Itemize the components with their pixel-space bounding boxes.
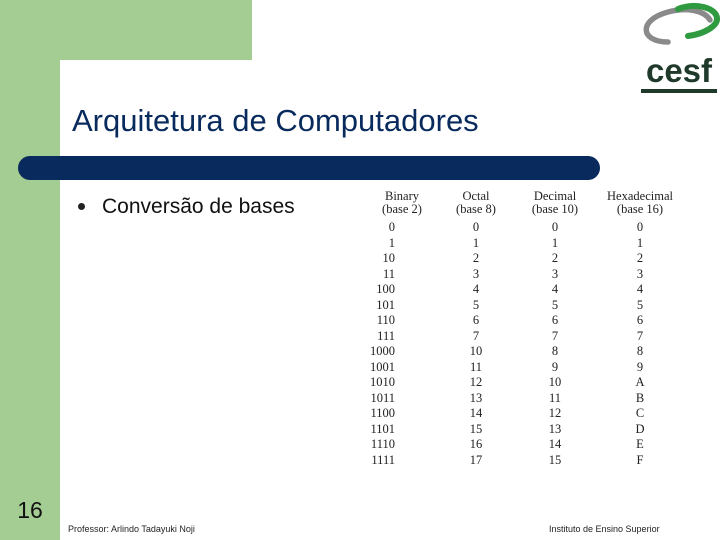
page-number: 16: [17, 497, 43, 523]
logo-text: cesf: [645, 52, 713, 89]
cell-octal: 10: [469, 344, 483, 358]
base-conversion-table: [366, 190, 684, 468]
cell-decimal: 14: [548, 437, 562, 451]
cell-binary: 1000: [370, 344, 395, 358]
footer-professor: Professor: Arlindo Tadayuki Noji: [68, 524, 195, 534]
cell-octal: 3: [472, 266, 480, 281]
cell-binary: 10: [382, 251, 395, 265]
cesf-logo: [638, 0, 720, 96]
cell-binary: 1110: [370, 437, 395, 451]
cell-binary: 101: [376, 297, 395, 312]
cell-decimal: 0: [551, 220, 559, 234]
cell-hex: 5: [636, 297, 644, 312]
cell-octal: 17: [469, 452, 483, 467]
cell-octal: 14: [469, 406, 483, 420]
cell-binary: 11: [382, 266, 395, 281]
cell-binary: 1101: [370, 421, 395, 436]
header-hexadecimal: [596, 190, 684, 220]
cell-octal: 13: [469, 390, 483, 405]
table-row: [366, 313, 684, 329]
cell-hex: C: [635, 406, 645, 420]
cell-binary: 1100: [370, 406, 395, 420]
cell-decimal: 2: [551, 251, 559, 265]
top-green-band: [0, 0, 252, 60]
cell-hex: D: [635, 421, 645, 436]
cell-decimal: 12: [548, 406, 562, 420]
table-header-row: [366, 190, 684, 220]
cell-binary: 1011: [370, 390, 395, 405]
cell-hex: 1: [636, 235, 644, 250]
cell-hex: E: [636, 437, 644, 451]
cell-hex: B: [635, 390, 645, 405]
header-binary: [366, 190, 438, 220]
cell-hex: 7: [636, 328, 644, 343]
bullet-text: Conversão de bases: [102, 195, 295, 218]
header-octal: [438, 190, 514, 220]
footer-institution: Instituto de Ensino Superior: [549, 524, 660, 534]
cell-binary: 110: [376, 313, 395, 327]
cell-decimal: 10: [548, 375, 562, 389]
table-row: [366, 406, 684, 422]
cell-binary: 0: [388, 220, 395, 234]
slide-title: Arquitetura de Computadores: [72, 103, 479, 138]
table-row: [366, 391, 684, 407]
table-row: [366, 267, 684, 283]
header-octal-base: (base 8): [456, 202, 496, 216]
table-body: [366, 220, 684, 468]
header-hexadecimal-base: (base 16): [616, 202, 664, 216]
cell-decimal: 6: [551, 313, 559, 327]
cell-hex: 2: [636, 251, 644, 265]
cell-binary: 1111: [371, 452, 395, 467]
cell-octal: 15: [469, 421, 483, 436]
cell-hex: 6: [636, 313, 644, 327]
cell-octal: 1: [472, 235, 480, 250]
cell-binary: 1010: [370, 375, 395, 389]
cell-binary: 111: [377, 328, 395, 343]
table-row: [366, 282, 684, 298]
header-binary-name: Binary: [384, 189, 420, 203]
table-row: [366, 453, 684, 469]
cell-binary: 1: [388, 235, 395, 250]
cell-decimal: 15: [548, 452, 562, 467]
cell-octal: 2: [472, 251, 480, 265]
cell-hex: F: [636, 452, 644, 467]
table-row: [366, 422, 684, 438]
table-row: [366, 329, 684, 345]
table-row: [366, 437, 684, 453]
cell-decimal: 9: [551, 359, 559, 374]
title-underline-bar: [18, 156, 600, 180]
header-octal-name: Octal: [462, 189, 490, 203]
cell-hex: 4: [636, 282, 644, 296]
cell-binary: 1001: [370, 359, 395, 374]
header-binary-base: (base 2): [382, 202, 422, 216]
cell-decimal: 8: [551, 344, 559, 358]
cell-octal: 16: [469, 437, 483, 451]
cell-decimal: 1: [551, 235, 559, 250]
cell-octal: 12: [469, 375, 483, 389]
bullet-icon: [78, 203, 85, 210]
cell-decimal: 11: [548, 390, 562, 405]
cell-hex: 9: [636, 359, 644, 374]
cell-octal: 7: [472, 328, 480, 343]
table-row: [366, 344, 684, 360]
header-decimal-base: (base 10): [531, 202, 579, 216]
header-hexadecimal-name: Hexadecimal: [607, 189, 673, 203]
table-row: [366, 360, 684, 376]
cell-decimal: 3: [551, 266, 559, 281]
table-row: [366, 298, 684, 314]
cell-decimal: 13: [548, 421, 562, 436]
table-row: [366, 251, 684, 267]
cell-decimal: 7: [551, 328, 559, 343]
cell-decimal: 5: [551, 297, 559, 312]
table-row: [366, 236, 684, 252]
cell-binary: 100: [376, 282, 395, 296]
table-row: [366, 220, 684, 236]
cell-octal: 5: [472, 297, 480, 312]
cell-octal: 6: [472, 313, 480, 327]
cell-octal: 0: [472, 220, 480, 234]
table-row: [366, 375, 684, 391]
cell-hex: 0: [636, 220, 644, 234]
cell-octal: 4: [472, 282, 480, 296]
cell-octal: 11: [469, 359, 483, 374]
cell-hex: 8: [636, 344, 644, 358]
content-corner: [60, 60, 100, 100]
cell-hex: 3: [636, 266, 644, 281]
left-green-band: [0, 0, 60, 540]
header-decimal: [514, 190, 596, 220]
header-decimal-name: Decimal: [533, 189, 577, 203]
cell-hex: A: [635, 375, 645, 389]
cell-decimal: 4: [551, 282, 559, 296]
